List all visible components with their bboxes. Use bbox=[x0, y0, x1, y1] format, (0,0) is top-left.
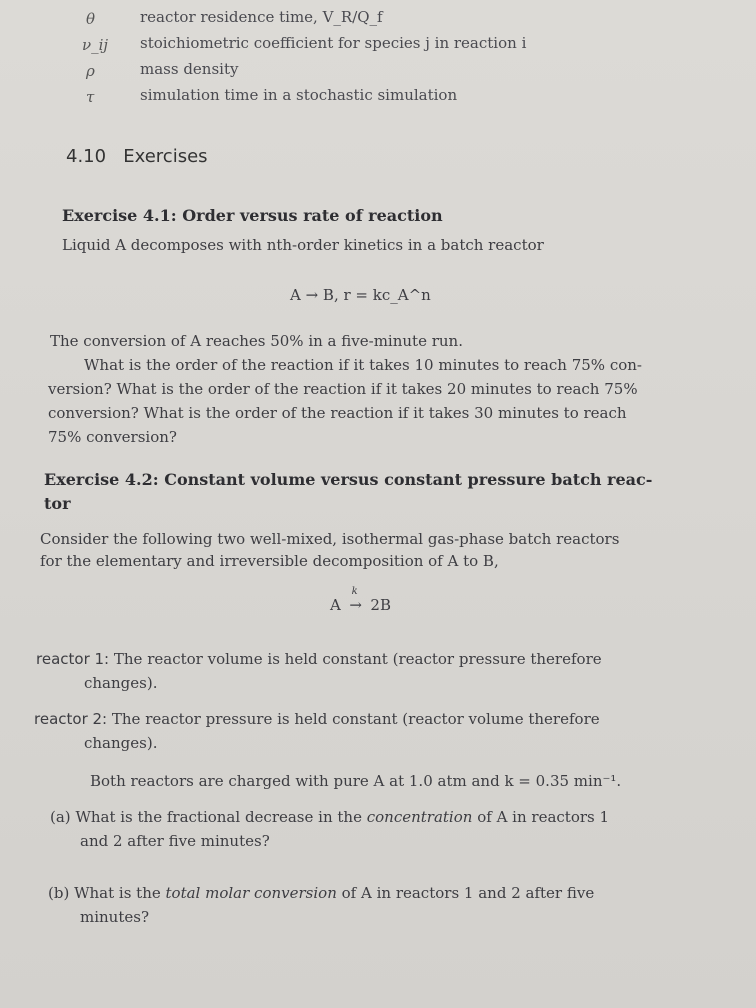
question-label: (b) bbox=[48, 884, 70, 902]
reactor-label: reactor 1: bbox=[36, 650, 110, 668]
notation-definition: reactor residence time, V_R/Q_f bbox=[140, 8, 383, 26]
paragraph: The conversion of A reaches 50% in a five-minute run. bbox=[50, 332, 463, 350]
exercise-heading: Exercise 4.2: Constant volume versus constant pressure batch reac- bbox=[44, 470, 653, 489]
reactant: A bbox=[330, 596, 341, 614]
question-b-cont: minutes? bbox=[80, 908, 149, 926]
reaction-equation bbox=[330, 586, 391, 614]
section-title: Exercises bbox=[123, 146, 208, 167]
notation-definition: simulation time in a stochastic simulation bbox=[140, 86, 458, 104]
reactor-label: reactor 2: bbox=[34, 710, 108, 728]
reactor-1-item bbox=[36, 650, 602, 668]
exercise-intro: Liquid A decomposes with nth-order kinetics in a batch reactor bbox=[62, 236, 544, 254]
rate-constant-label: k bbox=[351, 586, 358, 597]
paragraph-line: What is the order of the reaction if it takes 10 minutes to reach 75% con- bbox=[84, 356, 642, 374]
rate-equation: A → B, r = kc_A^n bbox=[290, 286, 431, 304]
reactor-desc: The reactor pressure is held constant (reactor volume therefore bbox=[111, 710, 600, 728]
reactor-desc-cont: changes). bbox=[84, 734, 158, 752]
paragraph-line: version? What is the order of the reaction if it takes 20 minutes to reach 75% bbox=[48, 380, 638, 398]
question-text: What is the bbox=[74, 884, 161, 902]
question-text: What is the fractional decrease in the bbox=[75, 808, 362, 826]
reaction-arrow: k → bbox=[349, 586, 362, 614]
section-heading bbox=[66, 146, 208, 167]
exercise-intro: for the elementary and irreversible decomposition of A to B, bbox=[40, 552, 499, 570]
question-text: of A in reactors 1 and 2 after five bbox=[341, 884, 595, 902]
exercise-heading: Exercise 4.1: Order versus rate of reaction bbox=[62, 206, 443, 225]
exercise-heading-cont: tor bbox=[44, 494, 71, 513]
reactor-2-item bbox=[34, 710, 600, 728]
paragraph-line: 75% conversion? bbox=[48, 428, 177, 446]
notation-definition: mass density bbox=[140, 60, 239, 78]
notation-symbol: τ bbox=[86, 88, 95, 106]
notation-symbol: ρ bbox=[86, 62, 95, 80]
question-text: of A in reactors 1 bbox=[477, 808, 610, 826]
notation-symbol: ν_ij bbox=[82, 36, 109, 54]
product: 2B bbox=[370, 596, 391, 614]
question-label: (a) bbox=[50, 808, 71, 826]
question-a-cont: and 2 after five minutes? bbox=[80, 832, 270, 850]
question-emphasis: total molar conversion bbox=[165, 884, 337, 902]
question-a bbox=[50, 808, 609, 826]
paragraph-line: conversion? What is the order of the reaction if it takes 30 minutes to reach bbox=[48, 404, 627, 422]
question-emphasis: concentration bbox=[366, 808, 473, 826]
notation-symbol: θ bbox=[86, 10, 96, 28]
reactor-desc: The reactor volume is held constant (reactor pressure therefore bbox=[113, 650, 602, 668]
conditions-statement: Both reactors are charged with pure A at 1.0 atm and k = 0.35 min⁻¹. bbox=[90, 772, 622, 790]
notation-definition: stoichiometric coefficient for species j in reaction i bbox=[140, 34, 527, 52]
reactor-desc-cont: changes). bbox=[84, 674, 158, 692]
section-number: 4.10 bbox=[66, 146, 107, 167]
question-b bbox=[48, 884, 594, 902]
exercise-intro: Consider the following two well-mixed, isothermal gas-phase batch reactors bbox=[40, 530, 620, 548]
